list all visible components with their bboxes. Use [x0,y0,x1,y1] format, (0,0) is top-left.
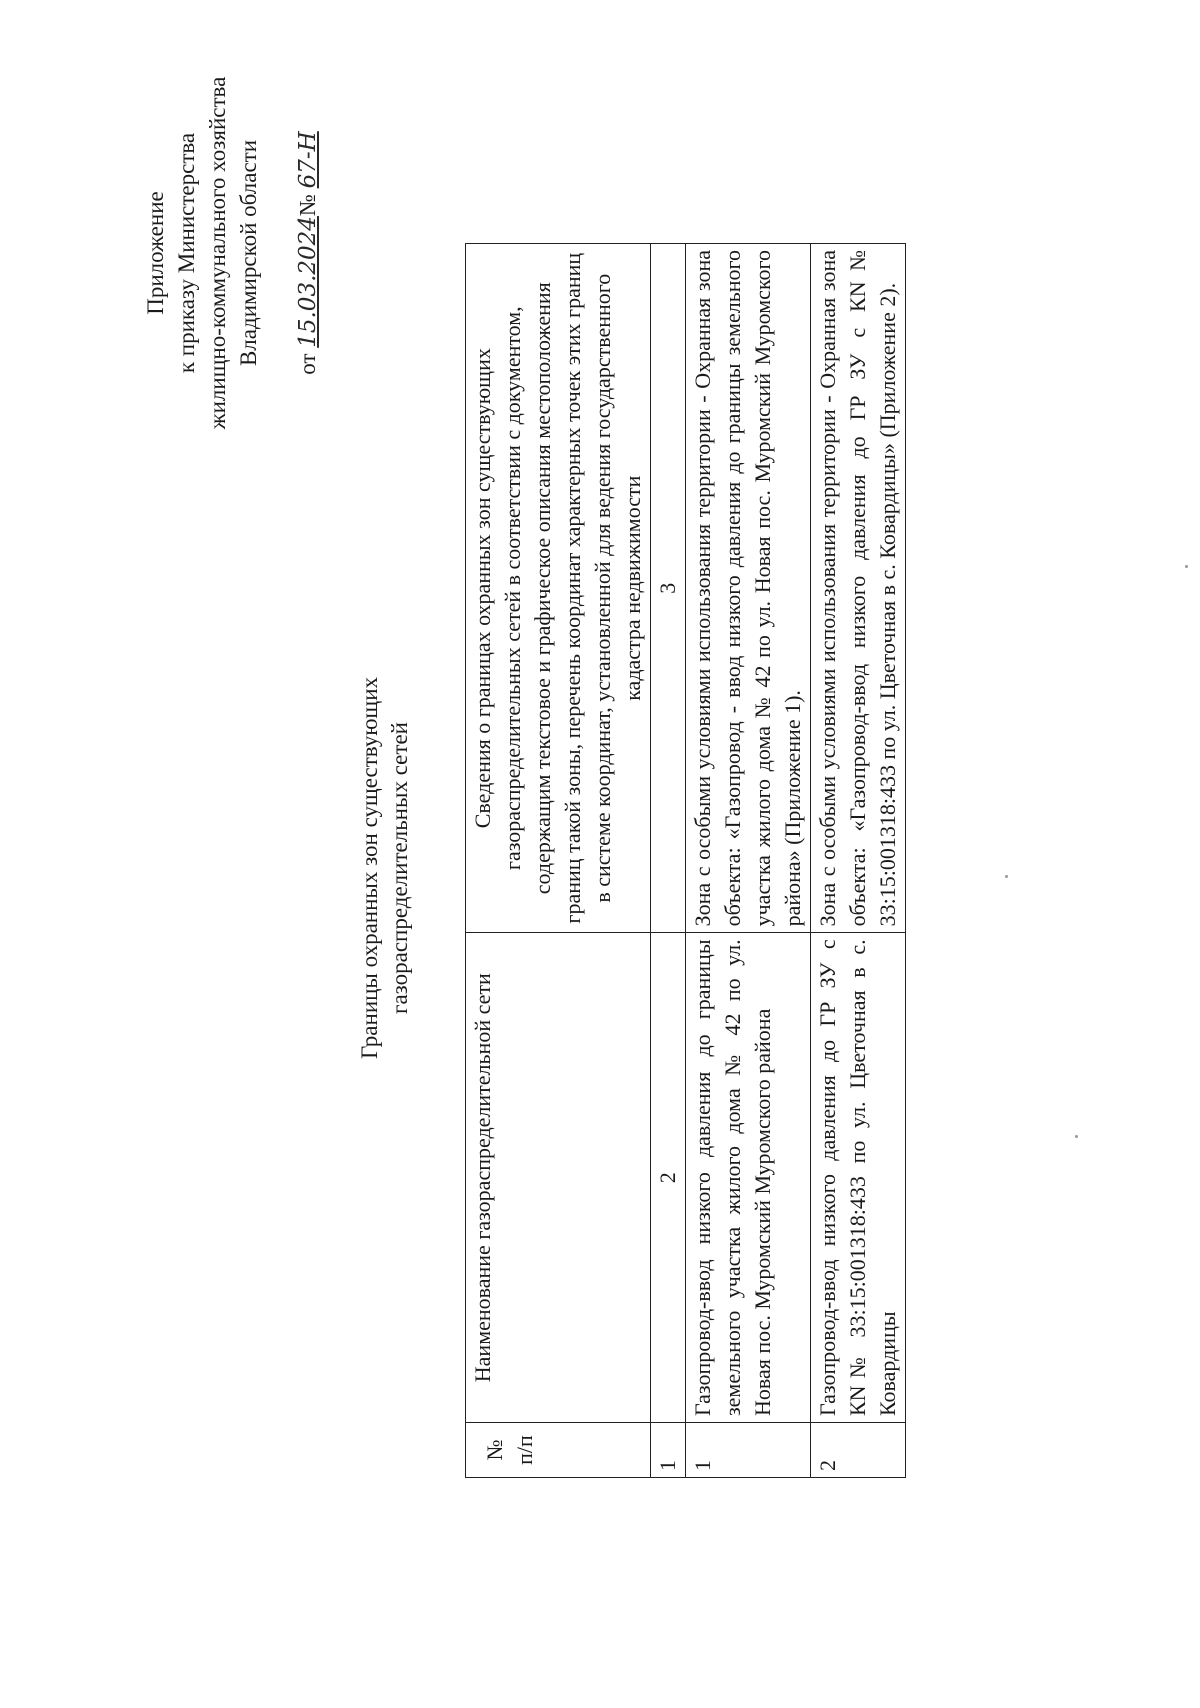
header-network-name: Наименование газораспределительной сети [466,933,651,1423]
column-number-2: 2 [651,933,686,1423]
row-network-name: Газопровод-ввод низкого давления до границы земельного участка жилого дома № 42 по ул. Новая пос. Муромский Муромского района [686,933,811,1423]
appendix-date-line [292,0,324,533]
rotated-page [0,8,1180,1708]
scan-speck [1185,565,1188,568]
zones-table [465,243,906,1478]
column-number-1: 1 [651,1423,686,1478]
appendix-region: Владимирской области [236,139,261,367]
document-heading [355,588,415,1148]
header-zone-info: Сведения о границах охранных зон существующих газораспределительных сетей в соответствии с документом, содержащим текстовое и графическое описания местоположения границ такой зоны, перечень координат характерных точек этих границ в системе координат, установленной для ведения государственного кадастра недвижимости [466,244,651,933]
appendix-ministry: жилищно-коммунального хозяйства [205,76,230,430]
row-number: 2 [811,1423,906,1478]
date-prefix: от [295,353,320,375]
table-column-number-row [651,244,686,1478]
number-prefix: № [295,194,320,217]
heading-line-1: Границы охранных зон существующих [357,676,382,1060]
handwritten-number: 67-Н [295,131,321,189]
appendix-block [140,0,324,533]
scan-speck [1075,1135,1078,1138]
handwritten-date: 15.03.2024 [295,216,321,348]
appendix-order-ref: к приказу Министерства [174,132,199,374]
row-number: 1 [686,1423,811,1478]
scan-speck [1005,875,1008,878]
table-row [811,244,906,1478]
row-zone-info: Зона с особыми условиями использования территории - Охранная зона объекта: «Газопровод-ввод низкого давления до ГР ЗУ с КN№ 33:15:001318:433 по ул. Цветочная в с. Ковардицы» (Приложение 2). [811,244,906,933]
row-network-name: Газопровод-ввод низкого давления до ГР ЗУ с КN№ 33:15:001318:433 по ул. Цветочная в с. Ковардицы [811,933,906,1423]
table-header-row [466,244,651,1478]
header-number: № п/п [466,1423,651,1478]
heading-line-2: газораспределительных сетей [387,722,412,1014]
table-row [686,244,811,1478]
appendix-title: Приложение [143,191,168,315]
row-zone-info: Зона с особыми условиями использования территории - Охранная зона объекта: «Газопровод - ввод низкого давления до границы земельного участка жилого дома № 42 по ул. Новая пос. Муромский Муромского района» (Приложение 1). [686,244,811,933]
column-number-3: 3 [651,244,686,933]
